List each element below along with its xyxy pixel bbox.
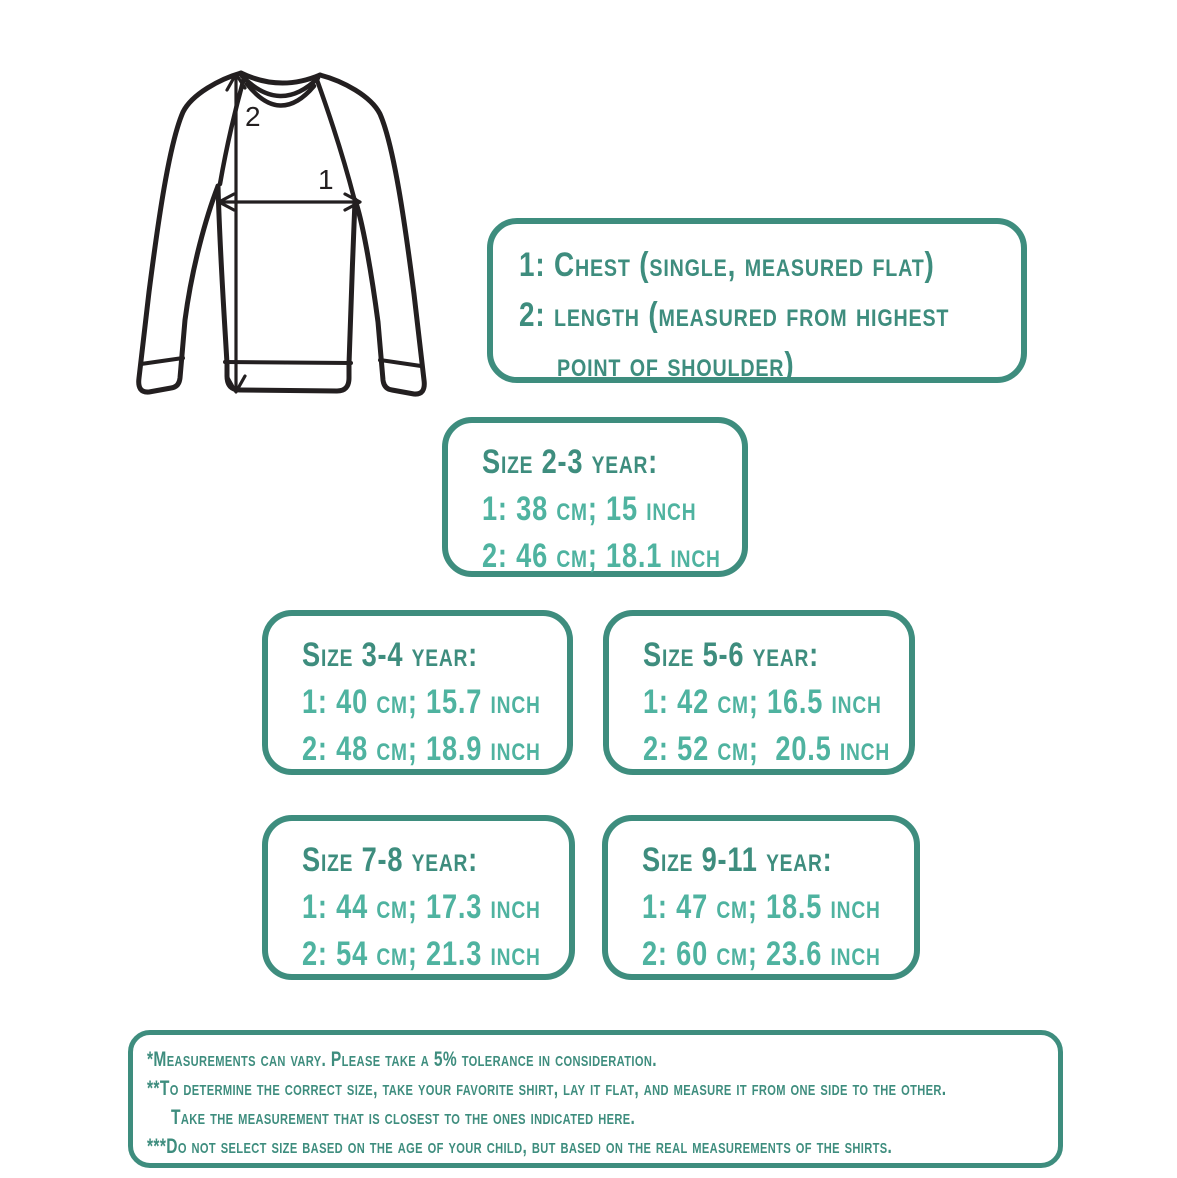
length-measurement: 2: 48 cm; 18.9 inch xyxy=(302,730,541,768)
sweater-outline-icon xyxy=(128,52,463,407)
left-cuff-line xyxy=(141,358,183,364)
footnote-age-warning: ***Do not select size based on the age of your child, but based on the real measurements of the shirts. xyxy=(147,1135,893,1158)
chest-measurement: 1: 40 cm; 15.7 inch xyxy=(302,683,541,721)
chest-arrow-label: 1 xyxy=(318,164,334,195)
sweater-diagram xyxy=(128,52,463,407)
length-arrow xyxy=(227,74,245,392)
chest-measurement: 1: 42 cm; 16.5 inch xyxy=(643,683,882,721)
length-measurement: 2: 46 cm; 18.1 inch xyxy=(482,537,721,575)
collar-top-edge xyxy=(241,73,320,83)
size-card-5-6-year xyxy=(603,610,915,775)
length-measurement: 2: 54 cm; 21.3 inch xyxy=(302,935,541,973)
size-card-3-4-year xyxy=(262,610,573,775)
legend-length-line: 2: length (measured from highest xyxy=(519,296,950,334)
chest-measurement: 1: 47 cm; 18.5 inch xyxy=(642,888,881,926)
right-cuff-line xyxy=(380,360,421,366)
left-raglan-seam xyxy=(220,78,244,184)
footnotes-box xyxy=(128,1030,1063,1168)
footnote-how-to-measure: **To determine the correct size, take your favorite shirt, lay it flat, and measure it from one side to the other. xyxy=(147,1077,947,1100)
size-card-title: Size 2-3 year: xyxy=(482,443,659,481)
length-measurement: 2: 60 cm; 23.6 inch xyxy=(642,935,881,973)
size-card-2-3-year xyxy=(442,417,748,577)
size-card-title: Size 9-11 year: xyxy=(642,841,833,879)
chest-measurement: 1: 44 cm; 17.3 inch xyxy=(302,888,541,926)
size-card-9-11-year xyxy=(602,815,920,980)
length-arrow-label: 2 xyxy=(245,101,261,132)
measurement-legend-box xyxy=(487,218,1027,383)
length-measurement: 2: 52 cm; 20.5 inch xyxy=(643,730,891,768)
size-card-title: Size 5-6 year: xyxy=(643,636,820,674)
chest-arrow xyxy=(219,194,360,210)
size-card-title: Size 3-4 year: xyxy=(302,636,479,674)
legend-length-line-continued: point of shoulder) xyxy=(557,346,795,384)
legend-chest-line: 1: Chest (single, measured flat) xyxy=(519,246,935,284)
right-sleeve xyxy=(320,75,424,394)
footnote-how-to-measure-continued: Take the measurement that is closest to the ones indicated here. xyxy=(171,1106,636,1129)
size-card-title: Size 7-8 year: xyxy=(302,841,479,879)
footnote-tolerance: *Measurements can vary. Please take a 5% tolerance in consideration. xyxy=(147,1048,657,1071)
size-card-7-8-year xyxy=(262,815,575,980)
hem-line xyxy=(225,362,351,363)
chest-measurement: 1: 38 cm; 15 inch xyxy=(482,490,697,528)
